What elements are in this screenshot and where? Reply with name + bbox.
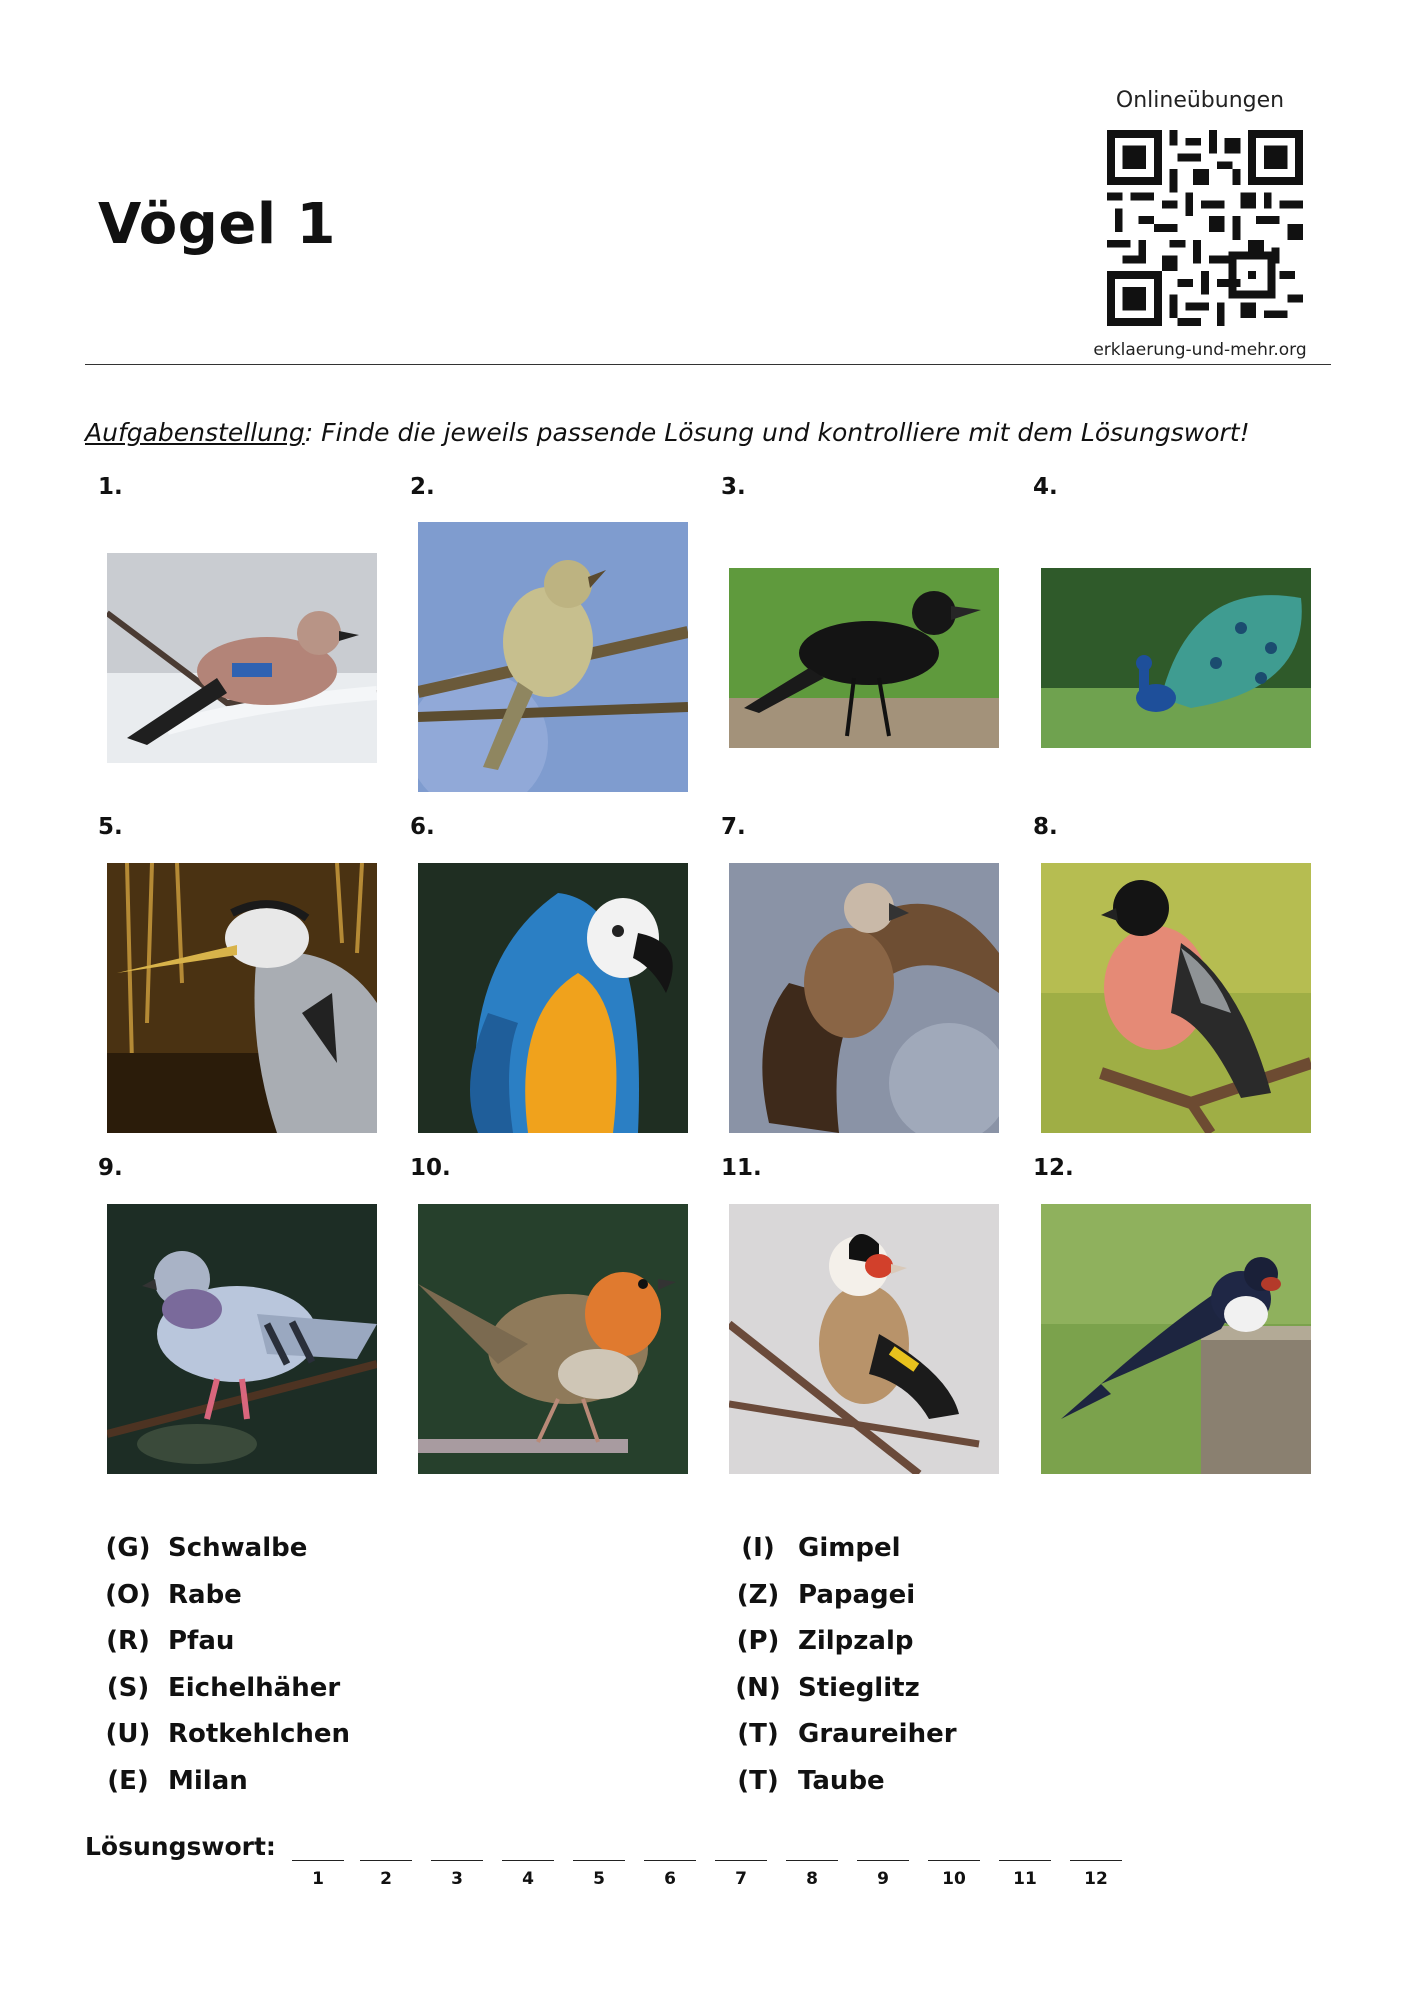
answer-letter: (T) xyxy=(737,1719,779,1750)
qr-url: erklaerung-und-mehr.org xyxy=(1093,340,1307,360)
bird-number: 7. xyxy=(721,814,746,840)
bird-number: 12. xyxy=(1033,1155,1074,1181)
answer-letter: (R) xyxy=(106,1626,150,1657)
answer-item xyxy=(88,1618,350,1665)
instruction-text: : Finde die jeweils passende Lösung und kontrolliere mit dem Lösungswort! xyxy=(304,418,1250,447)
slot-number: 7 xyxy=(735,1869,747,1889)
answer-list-right xyxy=(718,1525,957,1804)
slot-number: 1 xyxy=(312,1869,324,1889)
answer-item xyxy=(88,1525,350,1572)
answer-name: Eichelhäher xyxy=(168,1672,341,1703)
answer-letter: (S) xyxy=(106,1672,150,1703)
answer-name: Gimpel xyxy=(798,1533,901,1564)
slot-number: 4 xyxy=(522,1869,534,1889)
answer-letter: (P) xyxy=(736,1626,780,1657)
answer-letter: (E) xyxy=(107,1765,149,1796)
bird-number: 4. xyxy=(1033,474,1058,500)
answer-name: Rotkehlchen xyxy=(168,1719,351,1750)
answer-name: Stieglitz xyxy=(798,1672,920,1703)
answer-item xyxy=(718,1758,957,1805)
solution-label: Lösungswort: xyxy=(85,1832,276,1861)
chiffchaff-photo xyxy=(418,522,688,792)
raven-photo xyxy=(729,568,999,748)
grey-heron-photo xyxy=(107,863,377,1133)
solution-slot[interactable] xyxy=(1069,1860,1123,1889)
answer-letter: (G) xyxy=(105,1533,151,1564)
worksheet-title: Vögel 1 xyxy=(98,192,336,257)
swallow-photo xyxy=(1041,1204,1311,1474)
bird-number: 10. xyxy=(410,1155,451,1181)
qr-label: Onlineübungen xyxy=(1115,88,1285,113)
answer-item xyxy=(718,1665,957,1712)
jay-photo xyxy=(107,553,377,763)
slot-number: 3 xyxy=(451,1869,463,1889)
answer-item xyxy=(718,1711,957,1758)
answer-letter: (Z) xyxy=(736,1579,780,1610)
answer-name: Milan xyxy=(168,1765,248,1796)
answer-letter: (T) xyxy=(737,1765,779,1796)
bird-number: 9. xyxy=(98,1155,123,1181)
answer-item xyxy=(718,1572,957,1619)
slot-number: 8 xyxy=(806,1869,818,1889)
answer-name: Graureiher xyxy=(798,1719,957,1750)
peacock-photo xyxy=(1041,568,1311,748)
slot-number: 12 xyxy=(1084,1869,1108,1889)
bird-number: 2. xyxy=(410,474,435,500)
answer-name: Papagei xyxy=(798,1579,916,1610)
answer-item xyxy=(718,1525,957,1572)
answer-letter: (N) xyxy=(735,1672,781,1703)
bird-number: 1. xyxy=(98,474,123,500)
kite-photo xyxy=(729,863,999,1133)
solution-slot[interactable] xyxy=(714,1860,768,1889)
solution-slot[interactable] xyxy=(643,1860,697,1889)
answer-item xyxy=(88,1572,350,1619)
slot-number: 6 xyxy=(664,1869,676,1889)
solution-slot[interactable] xyxy=(572,1860,626,1889)
goldfinch-photo xyxy=(729,1204,999,1474)
answer-letter: (O) xyxy=(105,1579,151,1610)
bullfinch-photo xyxy=(1041,863,1311,1133)
bird-number: 8. xyxy=(1033,814,1058,840)
answer-name: Schwalbe xyxy=(168,1533,308,1564)
qr-code-icon[interactable] xyxy=(1107,130,1303,326)
solution-slot[interactable] xyxy=(430,1860,484,1889)
solution-slot[interactable] xyxy=(501,1860,555,1889)
solution-slot[interactable] xyxy=(856,1860,910,1889)
slot-number: 5 xyxy=(593,1869,605,1889)
bird-number: 5. xyxy=(98,814,123,840)
macaw-photo xyxy=(418,863,688,1133)
bird-number: 11. xyxy=(721,1155,762,1181)
answer-letter: (U) xyxy=(105,1719,151,1750)
answer-name: Zilpzalp xyxy=(798,1626,914,1657)
slot-number: 11 xyxy=(1013,1869,1037,1889)
solution-slot[interactable] xyxy=(359,1860,413,1889)
instruction xyxy=(85,418,1345,447)
instruction-label: Aufgabenstellung xyxy=(85,418,305,447)
bird-number: 3. xyxy=(721,474,746,500)
answer-name: Rabe xyxy=(168,1579,242,1610)
answer-item xyxy=(88,1665,350,1712)
robin-photo xyxy=(418,1204,688,1474)
solution-slot[interactable] xyxy=(291,1860,345,1889)
answer-item xyxy=(88,1758,350,1805)
answer-list-left xyxy=(88,1525,350,1804)
slot-number: 9 xyxy=(877,1869,889,1889)
bird-number: 6. xyxy=(410,814,435,840)
pigeon-photo xyxy=(107,1204,377,1474)
answer-item xyxy=(718,1618,957,1665)
answer-item xyxy=(88,1711,350,1758)
solution-slot[interactable] xyxy=(998,1860,1052,1889)
header-divider xyxy=(85,364,1331,365)
answer-name: Pfau xyxy=(168,1626,235,1657)
solution-slot[interactable] xyxy=(785,1860,839,1889)
slot-number: 10 xyxy=(942,1869,966,1889)
answer-letter: (I) xyxy=(741,1533,775,1564)
solution-slot[interactable] xyxy=(927,1860,981,1889)
slot-number: 2 xyxy=(380,1869,392,1889)
answer-name: Taube xyxy=(798,1765,885,1796)
